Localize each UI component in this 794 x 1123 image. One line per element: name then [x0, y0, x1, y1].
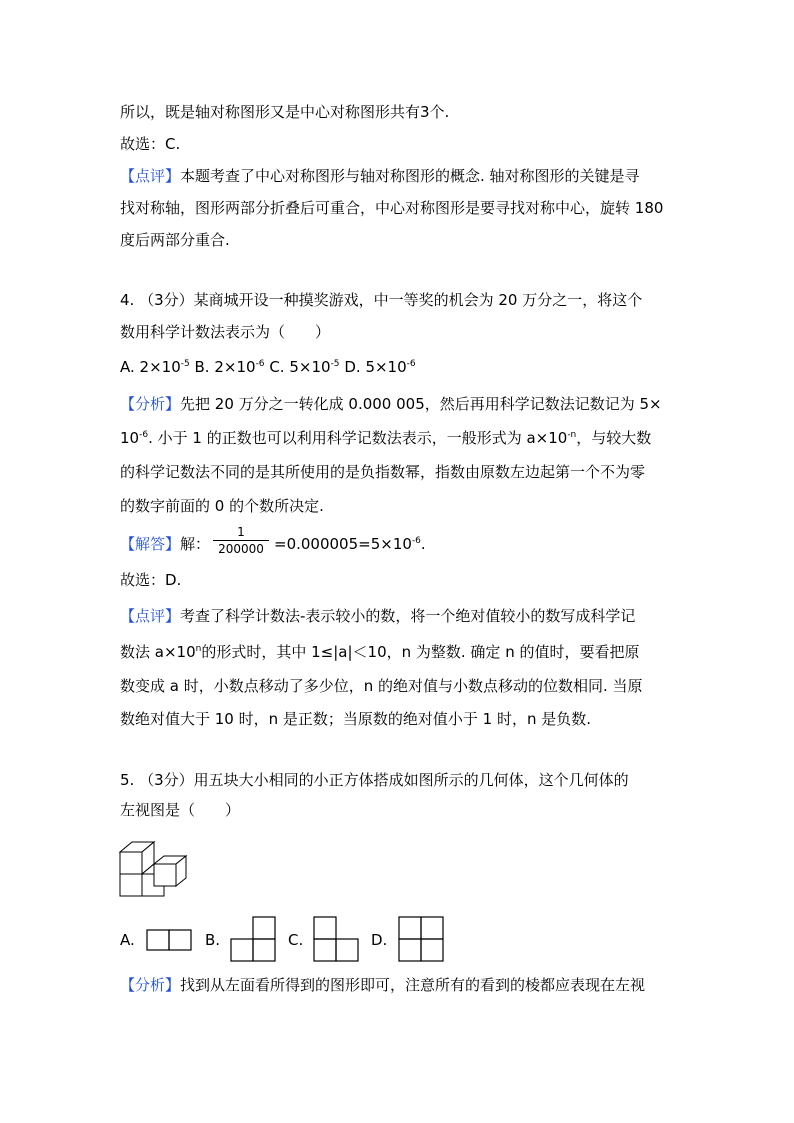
analysis-text: . 小于 1 的正数也可以利用科学记数法表示，一般形式为 a×10	[148, 429, 568, 447]
comment-tag: 【点评】	[120, 607, 181, 625]
option-a-exp: -5	[180, 359, 190, 369]
comment-text: 本题考查了中心对称图形与轴对称图形的概念. 轴对称图形的关键是寻	[180, 167, 640, 185]
option-b-exp: -6	[255, 359, 265, 369]
option-d-value: 5×10	[365, 358, 407, 376]
option-d-label: D.	[344, 358, 361, 376]
fraction	[213, 525, 269, 556]
comment-line: 度后两部分重合.	[120, 231, 230, 249]
comment-text: 的形式时，其中 1≤|a|＜10，n 为整数. 确定 n 的值时，要看把原	[201, 643, 640, 661]
comment-text: 考查了科学计数法-表示较小的数，将一个绝对值较小的数写成科学记	[180, 607, 636, 625]
analysis-line	[120, 394, 662, 414]
comment-line: 找对称轴，图形两部分折叠后可重合，中心对称图形是要寻找对称中心，旋转 180	[120, 199, 664, 217]
analysis-text: ，与较大数	[576, 429, 652, 447]
answer-line: 故选：C.	[120, 135, 181, 153]
option-b-value: 2×10	[214, 358, 256, 376]
option-a-label: A.	[120, 358, 135, 376]
analysis-line: 的科学记数法不同的是其所使用的是负指数幂，指数由原数左边起第一个不为零	[120, 463, 646, 481]
comment-line	[120, 606, 635, 626]
solution-text: 解：	[180, 535, 211, 553]
question-4-stem: 4. （3分）某商城开设一种摸奖游戏，中一等奖的机会为 20 万分之一，将这个	[120, 291, 643, 309]
analysis-line	[120, 428, 651, 448]
analysis-exp: -6	[139, 430, 149, 440]
option-a-figure	[146, 928, 194, 952]
cube-figure	[118, 830, 198, 900]
option-c-figure	[313, 916, 361, 962]
option-b-label: B.	[194, 358, 210, 376]
solution-value: =0.000005=5×10	[274, 535, 412, 553]
solution-line	[120, 534, 210, 554]
solution-tag: 【解答】	[120, 535, 181, 553]
analysis-tag: 【分析】	[120, 395, 181, 413]
analysis-tag: 【分析】	[120, 976, 181, 994]
analysis-line: 的数字前面的 0 的个数所决定.	[120, 497, 324, 515]
option-c-exp: -5	[330, 359, 340, 369]
comment-line	[120, 166, 640, 186]
q5-option-b-label: B.	[205, 931, 221, 949]
solution-result	[274, 534, 426, 554]
option-d-figure	[398, 916, 446, 962]
analysis-text: 10	[120, 429, 140, 447]
answer-line: 故选：D.	[120, 571, 182, 589]
analysis-line	[120, 975, 645, 995]
question-5-stem: 左视图是（ ）	[120, 801, 241, 819]
q5-option-a-label: A.	[120, 931, 135, 949]
text-line: 所以，既是轴对称图形又是中心对称图形共有3个.	[120, 103, 450, 121]
option-c-label: C.	[269, 358, 285, 376]
option-a-value: 2×10	[139, 358, 181, 376]
comment-line: 数变成 a 时，小数点移动了多少位，n 的绝对值与小数点移动的位数相同. 当原	[120, 677, 643, 695]
question-5-stem: 5. （3分）用五块大小相同的小正方体搭成如图所示的几何体，这个几何体的	[120, 771, 629, 789]
comment-text: 数法 a×10	[120, 643, 196, 661]
fraction-numerator: 1	[213, 525, 269, 541]
solution-end: .	[420, 535, 426, 553]
comment-tag: 【点评】	[120, 167, 181, 185]
fraction-denominator: 200000	[218, 542, 264, 556]
analysis-text: 先把 20 万分之一转化成 0.000 005，然后再用科学记数法记数记为 5×	[180, 395, 662, 413]
comment-exp: n	[195, 644, 202, 654]
comment-line: 数绝对值大于 10 时，n 是正数；当原数的绝对值小于 1 时，n 是负数.	[120, 710, 592, 728]
analysis-text: 找到从左面看所得到的图形即可，注意所有的看到的棱都应表现在左视	[180, 976, 646, 994]
analysis-exp: -n	[567, 430, 577, 440]
option-b-figure	[230, 916, 278, 962]
question-4-options	[120, 357, 416, 377]
option-d-exp: -6	[406, 359, 416, 369]
solution-exp: -6	[411, 536, 421, 546]
q5-option-d-label: D.	[371, 931, 388, 949]
option-c-value: 5×10	[289, 358, 331, 376]
q5-option-c-label: C.	[288, 931, 304, 949]
question-4-stem: 数用科学计数法表示为（ ）	[120, 323, 331, 341]
comment-line	[120, 642, 639, 662]
